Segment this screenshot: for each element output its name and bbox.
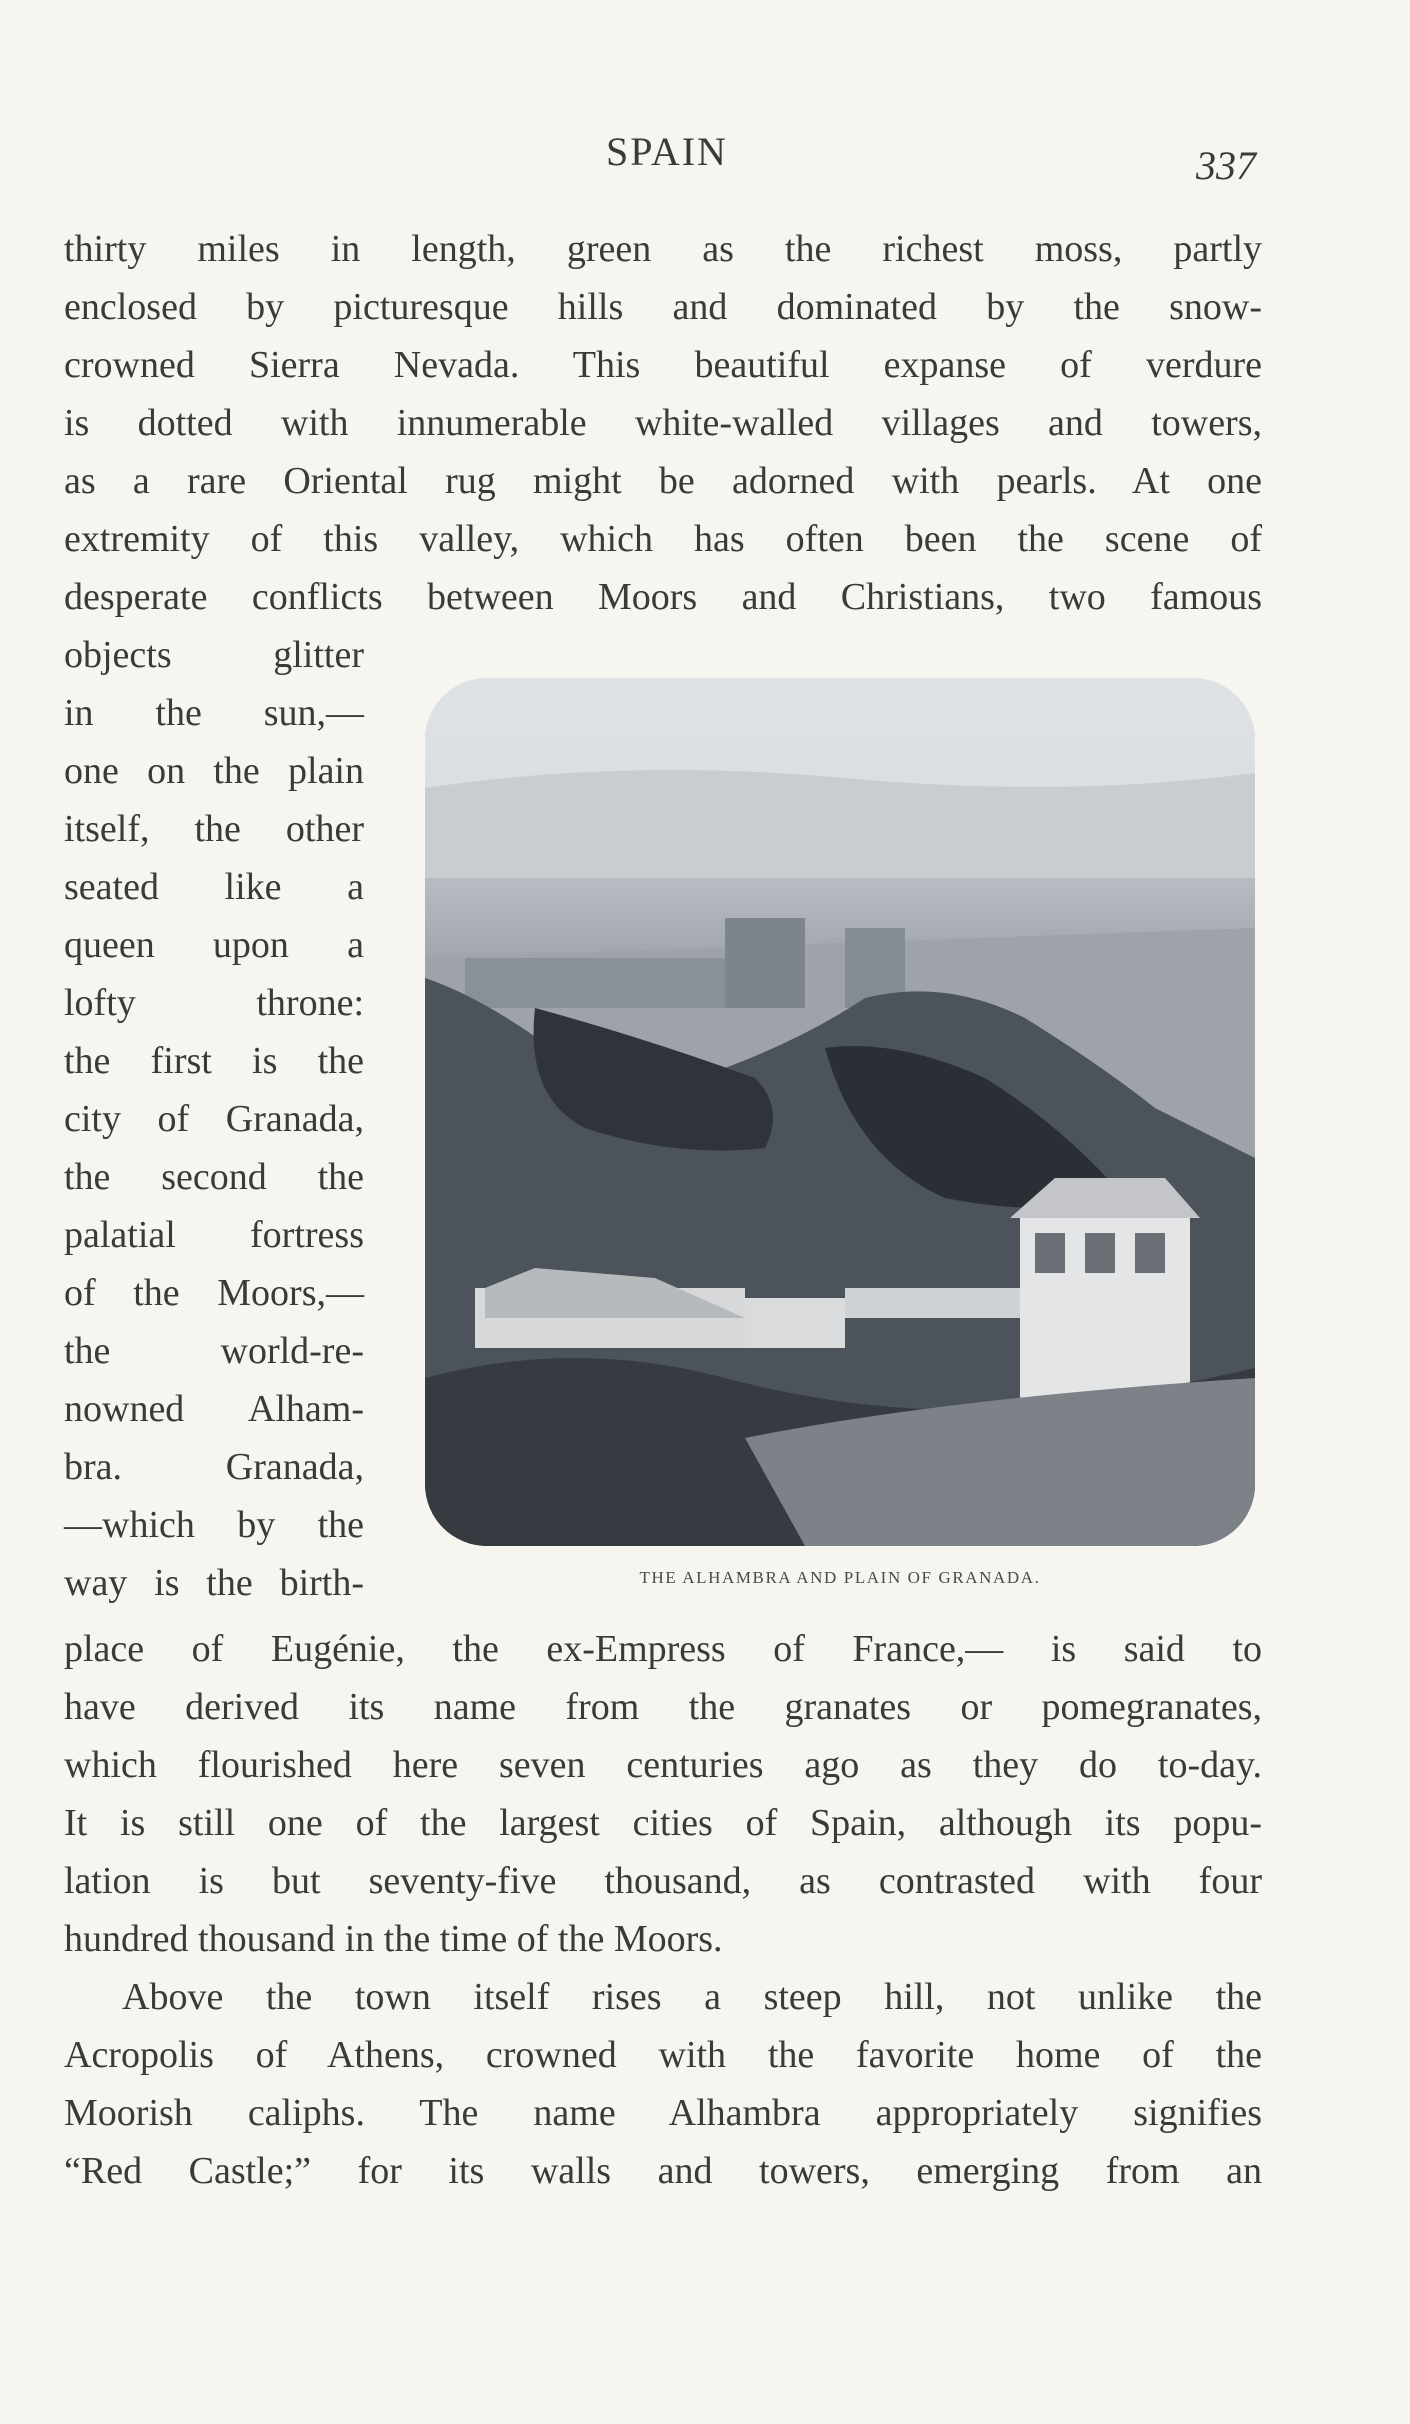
text-line: is dotted with innumerable white-walled villages and towers, (64, 402, 1262, 444)
text-line: queen upon a (64, 924, 364, 966)
text-line: have derived its name from the granates or pomegranates, (64, 1686, 1262, 1728)
text-line: “Red Castle;” for its walls and towers, emerging from an (64, 2150, 1262, 2192)
text-line: palatial fortress (64, 1214, 364, 1256)
text-line: place of Eugénie, the ex-Empress of France,— is said to (64, 1628, 1262, 1670)
text-line: way is the birth- (64, 1562, 364, 1604)
text-line: Acropolis of Athens, crowned with the favorite home of the (64, 2034, 1262, 2076)
text-line: thirty miles in length, green as the richest moss, partly (64, 228, 1262, 270)
text-line: extremity of this valley, which has often been the scene of (64, 518, 1262, 560)
running-head: SPAIN (606, 129, 728, 174)
text-line: desperate conflicts between Moors and Christians, two famous (64, 576, 1262, 618)
text-line: in the sun,— (64, 692, 364, 734)
text-line: of the Moors,— (64, 1272, 364, 1314)
figure-caption: THE ALHAMBRA AND PLAIN OF GRANADA. (639, 1568, 1041, 1587)
text-line: the second the (64, 1156, 364, 1198)
text-line: —which by the (64, 1504, 364, 1546)
text-line: city of Granada, (64, 1098, 364, 1140)
alhambra-photograph (425, 678, 1255, 1546)
text-line: the world-re- (64, 1330, 364, 1372)
text-line: Moorish caliphs. The name Alhambra appropriately signifies (64, 2092, 1262, 2134)
text-line: which flourished here seven centuries ago as they do to-day. (64, 1744, 1262, 1786)
text-line: nowned Alham- (64, 1388, 364, 1430)
text-line: objects glitter (64, 634, 364, 676)
text-line: Above the town itself rises a steep hill, not unlike the (122, 1976, 1262, 2018)
text-line: It is still one of the largest cities of Spain, although its popu- (64, 1802, 1262, 1844)
text-line: lation is but seventy-five thousand, as contrasted with four (64, 1860, 1262, 1902)
page-number: 337 (1196, 143, 1256, 188)
text-line: itself, the other (64, 808, 364, 850)
text-line: the first is the (64, 1040, 364, 1082)
text-line: one on the plain (64, 750, 364, 792)
text-line: crowned Sierra Nevada. This beautiful expanse of verdure (64, 344, 1262, 386)
text-line: enclosed by picturesque hills and dominated by the snow- (64, 286, 1262, 328)
text-line: as a rare Oriental rug might be adorned with pearls. At one (64, 460, 1262, 502)
text-line: hundred thousand in the time of the Moors. (64, 1918, 723, 1960)
text-line: lofty throne: (64, 982, 364, 1024)
text-line: bra. Granada, (64, 1446, 364, 1488)
alhambra-photo-illustration (425, 678, 1255, 1546)
text-line: seated like a (64, 866, 364, 908)
